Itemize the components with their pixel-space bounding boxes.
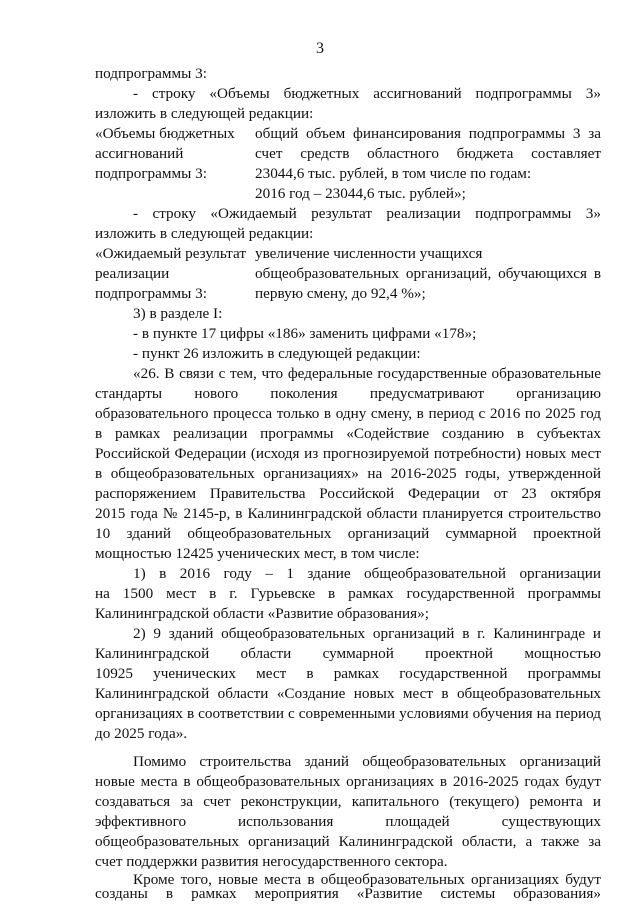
text-line: 2015 года № 2145-р, в Калининградской области планируется строительство — [95, 505, 601, 522]
text-line: Кроме того, новые места в общеобразовательных организациях будут — [133, 871, 601, 888]
text-line: Калининградской области «Развитие образования»; — [95, 605, 429, 622]
table-right-cell: счет средств областного бюджета составляет — [255, 145, 601, 162]
text-line: 10 зданий общеобразовательных организаций суммарной проектной — [95, 525, 601, 542]
text-line: распоряжением Правительства Российской Федерации от 23 октября — [95, 485, 601, 502]
text-line: 3) в разделе I: — [133, 305, 223, 322]
table-left-cell: реализации — [95, 265, 170, 282]
table-left-cell: «Объемы бюджетных — [95, 125, 235, 142]
table-left-cell: подпрограммы 3: — [95, 165, 207, 182]
text-line: мощностью 12425 ученических мест, в том числе: — [95, 545, 420, 562]
text-line: счет поддержки развития негосударственного сектора. — [95, 853, 448, 870]
table-right-cell: первую смену, до 92,4 %»; — [255, 285, 426, 302]
text-line: - в пункте 17 цифры «186» заменить цифрами «178»; — [133, 325, 477, 342]
page-number: 3 — [316, 40, 324, 57]
text-line: общеобразовательных организаций Калининградской области, а также за — [95, 833, 601, 850]
text-line: образовательного процесса только в одну смену, в период с 2016 по 2025 год — [95, 405, 601, 422]
table-right-cell: увеличение численности учащихся — [255, 245, 483, 262]
text-line: 2) 9 зданий общеобразовательных организаций в г. Калининграде и — [133, 625, 601, 642]
text-line: новые места в общеобразовательных организациях в 2016-2025 годах будут — [95, 773, 601, 790]
table-right-cell: общеобразовательных организаций, обучающихся в — [255, 265, 601, 282]
text-line: Калининградской области «Создание новых мест в общеобразовательных — [95, 685, 601, 702]
text-line: изложить в следующей редакции: — [95, 225, 314, 242]
table-right-cell: общий объем финансирования подпрограммы 3 за — [255, 125, 601, 142]
text-line: Калининградской области суммарной проектной мощностью — [95, 645, 601, 662]
text-line: эффективного использования площадей существующих — [95, 813, 601, 830]
text-line: 1) в 2016 году – 1 здание общеобразовательной организации — [133, 565, 601, 582]
text-line: Российской Федерации (исходя из прогнозируемой потребности) новых мест — [95, 445, 601, 462]
table-left-cell: «Ожидаемый результат — [95, 245, 246, 262]
table-left-cell: ассигнований — [95, 145, 184, 162]
table-left-cell: подпрограммы 3: — [95, 285, 207, 302]
text-line: на 1500 мест в г. Гурьевске в рамках государственной программы — [95, 585, 601, 602]
text-line: изложить в следующей редакции: — [95, 105, 314, 122]
text-line: созданы в рамках мероприятия «Развитие системы образования» — [95, 885, 601, 902]
text-line: стандарты нового поколения предусматривают организацию — [95, 385, 601, 402]
text-line: «26. В связи с тем, что федеральные государственные образовательные — [133, 365, 601, 382]
text-line: создаваться за счет реконструкции, капитального (текущего) ремонта и — [95, 793, 601, 810]
text-line: 10925 ученических мест в рамках государственной программы — [95, 665, 601, 682]
text-line: в общеобразовательных организациях» на 2016-2025 годы, утвержденной — [95, 465, 601, 482]
text-line: организациях в соответствии с современными условиями обучения на период — [95, 705, 601, 722]
table-right-cell: 23044,6 тыс. рублей, в том числе по годам: — [255, 165, 532, 182]
text-line: Помимо строительства зданий общеобразовательных организаций — [133, 753, 601, 770]
text-line: в рамках реализации программы «Содействие созданию в субъектах — [95, 425, 601, 442]
table-right-cell: 2016 год – 23044,6 тыс. рублей»; — [255, 185, 466, 202]
text-line: - строку «Объемы бюджетных ассигнований подпрограммы 3» — [133, 85, 601, 102]
text-line: - пункт 26 изложить в следующей редакции: — [133, 345, 421, 362]
text-line: подпрограммы 3: — [95, 65, 207, 82]
text-line: - строку «Ожидаемый результат реализации подпрограммы 3» — [133, 205, 601, 222]
text-line: до 2025 года». — [95, 725, 188, 742]
